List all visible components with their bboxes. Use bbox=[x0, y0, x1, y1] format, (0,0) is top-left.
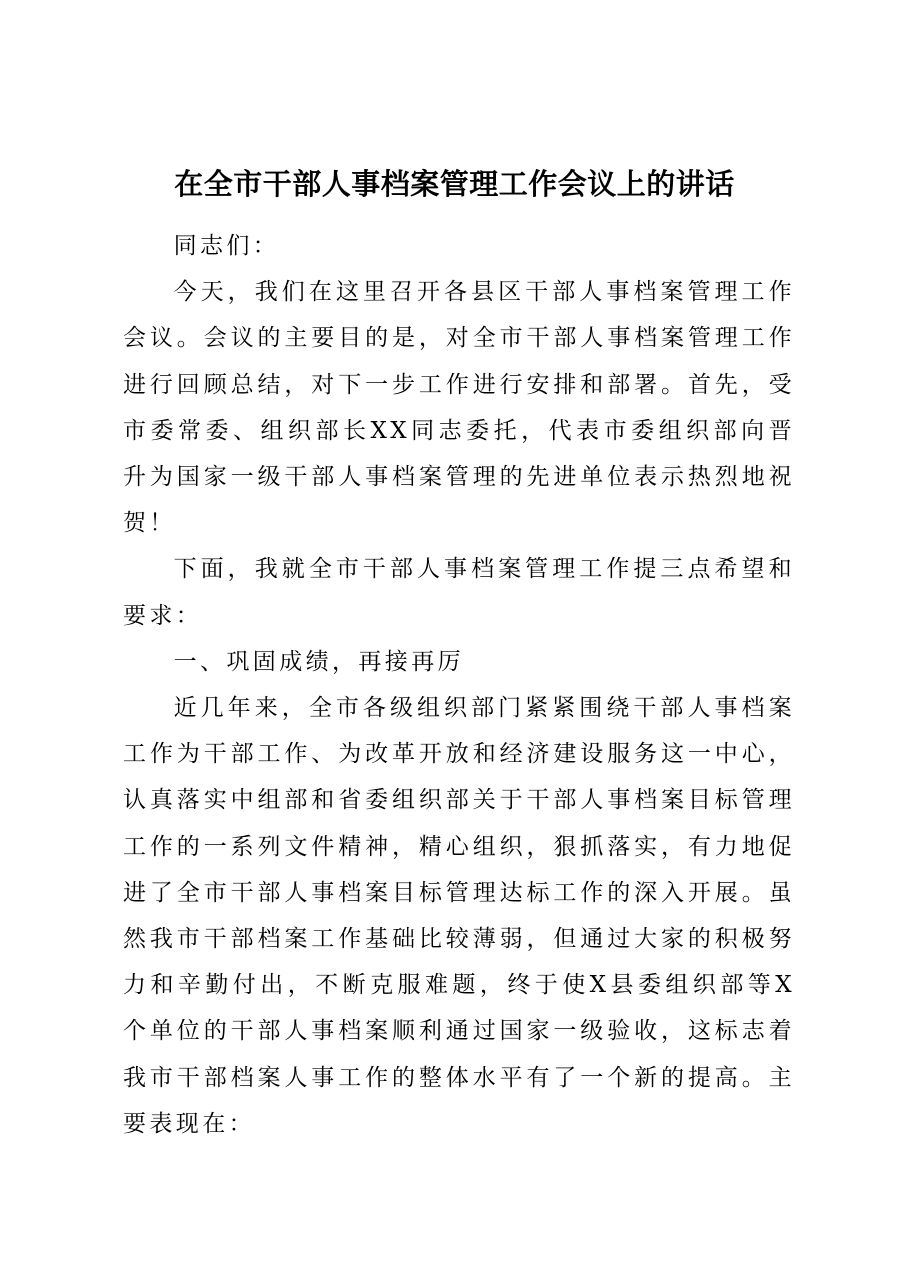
document-title: 在全市干部人事档案管理工作会议上的讲话 bbox=[174, 167, 735, 201]
body-paragraph: 今天，我们在这里召开各县区干部人事档案管理工作会议。会议的主要目的是，对全市干部人事档案管理工作进行回顾总结，对下一步工作进行安排和部署。首先，受市委常委、组织部长XX同志委托，代表市委组织部向晋升为国家一级干部人事档案管理的先进单位表示热烈地祝贺！ bbox=[123, 279, 795, 537]
body-paragraph: 近几年来，全市各级组织部门紧紧围绕干部人事档案工作为干部工作、为改革开放和经济建设服务这一中心，认真落实中组部和省委组织部关于干部人事档案目标管理工作的一系列文件精神，精心组织，狠抓落实，有力地促进了全市干部人事档案目标管理达标工作的深入开展。虽然我市干部档案工作基础比较薄弱，但通过大家的积极努力和辛勤付出，不断克服难题，终于使X县委组织部等X个单位的干部人事档案顺利通过国家一级验收，这标志着我市干部档案人事工作的整体水平有了一个新的提高。主要表现在： bbox=[123, 695, 795, 1137]
section-heading: 一、巩固成绩，再接再厉 bbox=[173, 648, 464, 675]
greeting-paragraph: 同志们： bbox=[173, 233, 280, 259]
body-paragraph: 下面，我就全市干部人事档案管理工作提三点希望和要求： bbox=[123, 556, 795, 629]
document-body bbox=[123, 223, 795, 1147]
